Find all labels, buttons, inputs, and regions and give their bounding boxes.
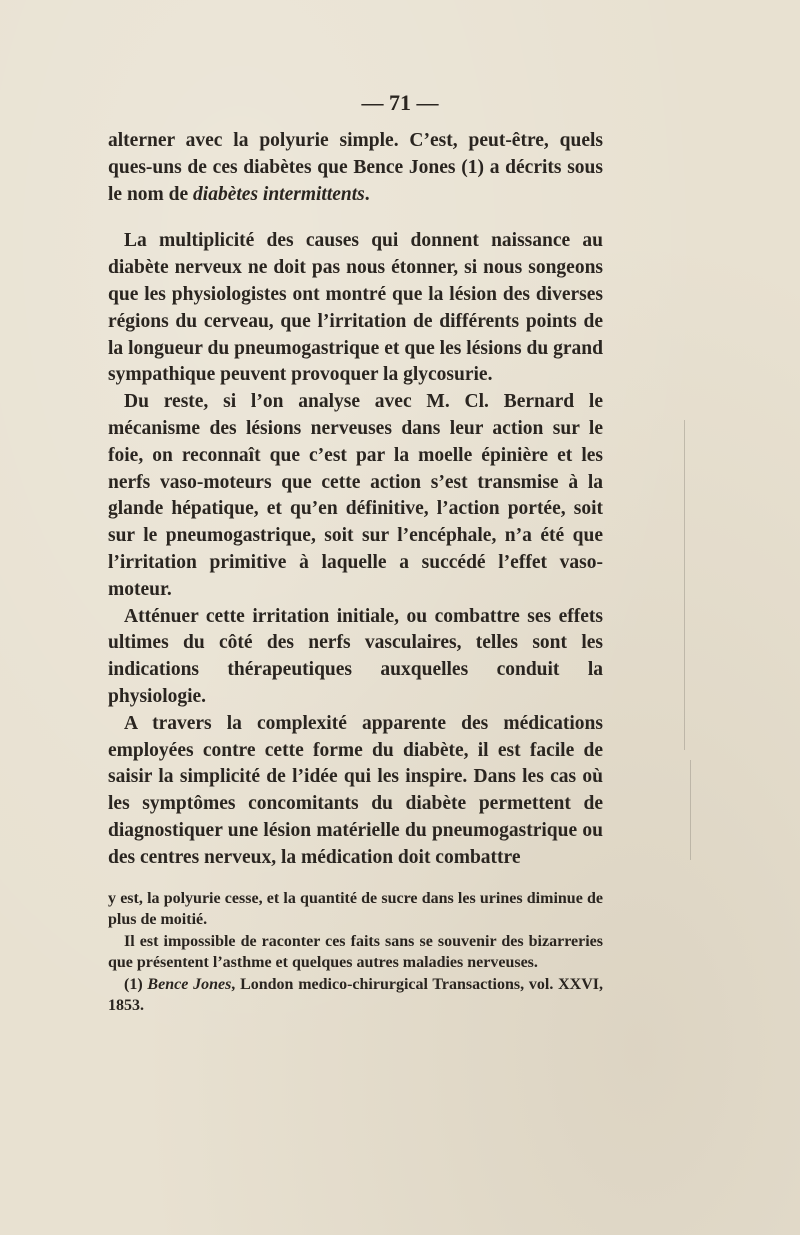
body-text	[108, 128, 603, 872]
paragraph-5: A travers la complexité apparente des médications employées contre cette forme du diabète, il est facile de saisir la simplicité de l’idée qui les inspire. Dans les cas où les symptômes concomitants du diabète permettent de diagnostiquer une lésion matérielle du pneumogastrique ou des centres nerveux, la médication doit combattre	[108, 712, 603, 868]
margin-trace-line	[684, 420, 685, 750]
paragraph-2: La multiplicité des causes qui donnent naissance au diabète nerveux ne doit pas nous étonner, si nous songeons que les physiologistes ont montré que la lésion des diverses régions du cerveau, que l’irritation de différents points de la longueur du pneumogastrique et que les lésions du grand sympathique peuvent provoquer la glycosurie.	[108, 230, 603, 386]
paragraph-3: Du reste, si l’on analyse avec M. Cl. Bernard le mécanisme des lésions nerveuses dans leur action sur le foie, on reconnaît que c’est par la moelle épinière et les nerfs vaso-moteurs que cette action s’est transmise à la glande hépatique, et qu’en définitive, l’action portée, soit sur le pneumogastrique, soit sur l’encéphale, n’a été que l’irritation primitive à laquelle a succédé l’effet vaso-moteur.	[108, 391, 603, 600]
footnote-reference	[108, 974, 603, 1017]
paragraph-1-end: .	[364, 183, 370, 205]
footnote-author: Bence Jones	[147, 975, 232, 993]
margin-trace-line	[690, 760, 691, 860]
page-number: — 71 —	[361, 90, 439, 115]
footnote-marker: (1)	[124, 975, 148, 993]
paragraph-1	[108, 128, 603, 208]
paragraph-1-emphasis: diabètes intermittents	[193, 183, 365, 205]
footnote-source: , London medico-chirurgical Transactions, vol. XXVI, 1853.	[108, 975, 603, 1015]
footnotes	[108, 888, 603, 1017]
footnote-continuation: y est, la polyurie cesse, et la quantité de sucre dans les urines diminue de plus de moitié.	[108, 889, 603, 929]
footnote-remark: Il est impossible de raconter ces faits sans se souvenir des bizarreries que présentent l’asthme et quelques autres maladies nerveuses.	[108, 932, 603, 972]
main-text-block	[108, 128, 603, 1017]
paragraph-1-text: alterner avec la polyurie simple. C’est, peut-être, quels ques-uns de ces diabètes que Bence Jones (1) a décrits sous le nom de	[108, 130, 603, 205]
paragraph-4: Atténuer cette irritation initiale, ou combattre ses effets ultimes du côté des nerfs vasculaires, telles sont les indications thérapeutiques auxquelles conduit la physiologie.	[108, 605, 603, 707]
